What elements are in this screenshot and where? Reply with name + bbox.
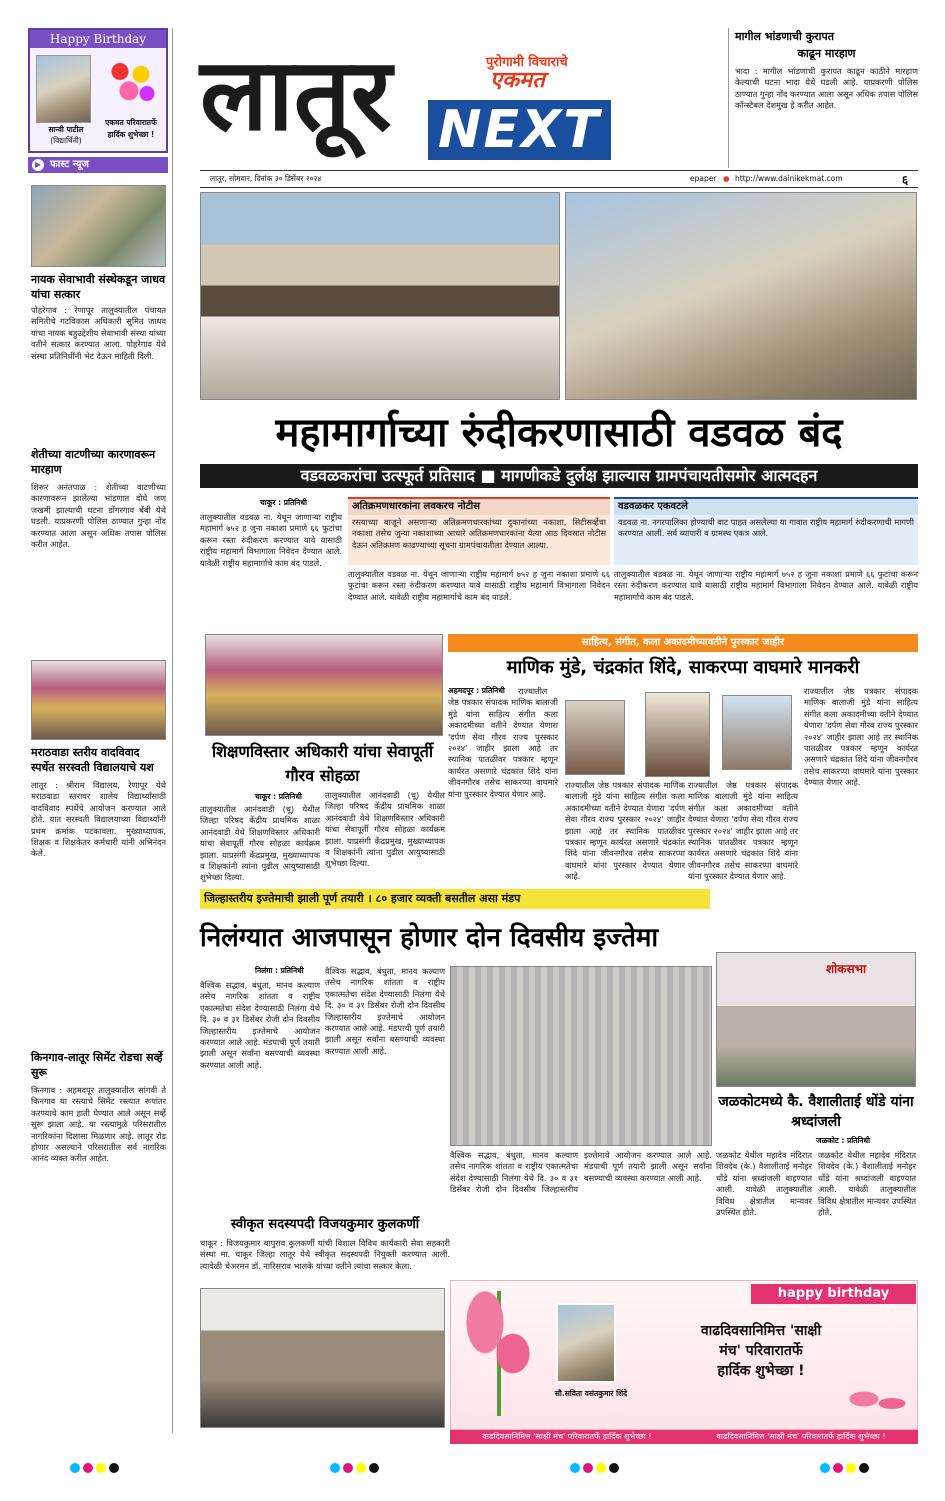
left-body-1: पोहरेगाव : रेणापूर तालुक्यातील पंचायत समितीचे गटविकास अधिकारी सुमित जाधव यांचा नायक बहुउद्देशीय सेवाभावी संस्था यांच्या वतीने सत्कार करण्यात आला. पोहरेगाव येथे संस्था प्रतिनिधींनी भेट देऊन माहिती दिली. [31, 305, 166, 361]
award-body-4: राज्यातील जेष्ठ पत्रकार संपादक माणिक बालाजी मुंडे यांना साहित्य संगीत कला अकादमीच्या वतीने देण्यात येणारा 'दर्पण सेवा गौरव राज्य पुरस्कार २०२४' जाहीर झाला आहे तर स्थानिक पातळीवर पत्रकार म्हणून कार्यरत असणारे चंद्रकांत शिंदे यांना जीवनगौरव तसेच साकरप्पा वाघमारे यांना पुरस्कार देण्यात येणार आहे. [804, 686, 918, 788]
registration-marks-mid [330, 1458, 382, 1477]
shikshan-body-1: तालुक्यातील आनंदवाडी (चू) येथील जिल्हा परिषद केंद्रीय प्राथमिक शाळा आनंदवाडी येथे शिक्षणविस्तार अधिकारी यांचा सेवापूर्ती गौरव सोहळा कार्यक्रम झाला. याप्रसंगी केंद्रप्रमुख, मुख्याध्यापक व शिक्षकांनी त्यांना पुढील आयुष्यासाठी शुभेच्छा दिल्या. [200, 804, 320, 883]
award-byline: अहमदपूर : प्रतिनिधी [448, 686, 505, 695]
birthday-name: सान्वी पाटील [48, 125, 84, 134]
news-photo-2 [31, 660, 166, 740]
main-body-cont: तालुक्यातील वडवळ ना. येथून जाणाऱ्या राष्ट्रीय महामार्ग ७५२ ह जुना नकाशा प्रमाणे ६६ फुटांचा करून रस्ता रुंदीकरण करण्यात यावे यासाठी राष्ट्रीय महामार्ग विभागाला निवेदन देण्यात आले. यावेळी राष्ट्रीय महामार्गाचे काम बंद पाडले. [348, 569, 610, 602]
fast-news-banner [28, 157, 168, 173]
page-number: ६ [892, 171, 918, 187]
award-headline: माणिक मुंडे, चंद्रकांत शिंदे, साकरप्पा वाघमारे मानकरी [506, 657, 860, 678]
ijtema-byline: निलंगा : प्रतिनिधी [255, 966, 304, 975]
award-photo-3 [722, 695, 792, 770]
dateline-bar [200, 170, 918, 188]
globe-icon: ● [723, 174, 730, 183]
ijtema-kicker: जिल्हास्तरीय इज्तेमाची झाली पूर्ण तयारी । ८० हजार व्यक्ती बसतील असा मंडप [200, 889, 710, 909]
top-right-body: भादा : मागील भांडणाची कुरापत काढून काठीने मारहाण केल्याची घटना भादा येथे घडली आहे. याप्रकरणी पोलिस ठाण्यात गुन्हा नोंद करण्यात आला असून अधिक तपास पोलिस कॉन्स्टेबल देशमुख हे करीत आहेत. [735, 66, 918, 111]
ad-title: happy birthday [751, 1284, 916, 1304]
ijtema-headline: निलंग्यात आजपासून होणार दोन दिवसीय इज्तेमा [200, 923, 659, 953]
ijtema-body-3: वैश्विक सद्भाव, बंधुता, मानव कल्याण तसेच नागरिक शांतता व राष्ट्रीय एकात्मतेचा संदेश देण्यासाठी निलंगा येथे दि. ३० व ३१ डिसेंबर रोजी दोन दिवसीय जिल्हास्तरीय इज्तेमाचे आयोजन करण्यात आले आहे. मंडपाची पूर्ण तयारी झाली असून सर्वांना बसण्याची व्यवस्था करण्यात आली आहे. [450, 1150, 712, 1195]
ad-portrait [556, 1303, 616, 1383]
box-united [614, 497, 918, 632]
shikshan-headline: शिक्षणविस्तार अधिकारी यांचा सेवापूर्ती गौरव सोहळा [211, 742, 434, 785]
registration-marks-mid2 [570, 1458, 622, 1477]
registration-marks-right [820, 1458, 872, 1477]
shikshan-photo [205, 634, 443, 736]
shraddha-body-1: जळकोट येथील महादेव मंदिरात शिवदेव (के.) वैशालीताई मनोहर धोंडे यांना श्रध्दांजली वाहण्यात आली. यावेळी तालुक्यातील विविध क्षेत्रातील मान्यवर उपस्थित होते. [716, 1150, 812, 1218]
birthday-role: (विद्यार्थिनी) [50, 136, 82, 145]
box1-title: अतिक्रमणधारकांना लवकरच नोटीस [348, 497, 610, 515]
shikshan-body-2: तालुक्यातील आनंदवाडी (चू) येथील जिल्हा परिषद केंद्रीय प्राथमिक शाळा आनंदवाडी येथे शिक्षणविस्तार अधिकारी यांचा सेवापूर्ती गौरव सोहळा कार्यक्रम झाला. याप्रसंगी केंद्रप्रमुख, मुख्याध्यापक व शिक्षकांनी त्यांना पुढील आयुष्यासाठी शुभेच्छा दिल्या. [325, 790, 445, 869]
shraddha-caption: शोकसभा [826, 962, 867, 976]
birthday-ad [450, 1280, 918, 1430]
top-right-headline-1: मागील भांडणाची कुरापत [735, 30, 835, 43]
shraddha-byline: जळकोट : प्रतिनिधी [816, 1136, 871, 1145]
birthday-photo [36, 55, 91, 123]
main-headline: महामार्गाच्या रुंदीकरणासाठी वडवळ बंद [275, 410, 843, 456]
left-body-2: शिरूर अनंतपाळ : शेतीच्या वाटणीच्या कारणावरून झालेल्या भांडणात दोघे जण जखमी झाल्याची घटना डोंगरगाव बेंबी येथे घडली. याप्रकरणी पोलिस ठाण्यात गुन्हा नोंद करण्यात आला असून अधिक तपास पोलिस करीत आहेत. [31, 482, 166, 550]
birthday-title: Happy Birthday [30, 30, 166, 48]
ad-line3: हार्दिक शुभेच्छा ! [717, 1363, 805, 1379]
left-headline-4: किनगाव-लातूर सिमेंट रोडचा सर्व्हे सुरू [31, 1051, 163, 1079]
top-right-box [728, 28, 918, 168]
ijtema-tent-photo [450, 966, 712, 1146]
main-photo-street [565, 192, 917, 400]
masthead-title: लातूर [200, 36, 392, 153]
kulkarni-photo [200, 1288, 445, 1428]
award-photo-1 [565, 700, 625, 775]
dateline: लातूर, सोमवार, दिनांक ३० डिसेंबर २०२४ [210, 174, 322, 183]
left-headline-2: शेतीच्या वाटणीच्या कारणावरून मारहाण [31, 448, 156, 476]
tulip-right [836, 1381, 916, 1426]
epaper-label: epaper [690, 174, 717, 183]
fast-news-title: फास्ट न्यूज [50, 159, 89, 170]
main-subhead: वडवळकरांचा उत्स्फूर्त प्रतिसाद ■ मागणीकडे दुर्लक्ष झाल्यास ग्रामपंचायतीसमोर आत्मदहन [200, 464, 918, 488]
box2-body-cont: तालुक्यातील वडवळ ना. येथून जाणाऱ्या राष्ट्रीय महामार्ग ७५२ ह जुना नकाशा प्रमाणे ६६ फुटांचा करून रस्ता रुंदीकरण करण्यात यावे यासाठी राष्ट्रीय महामार्ग विभागाला निवेदन देण्यात आले. यावेळी राष्ट्रीय महामार्गाचे काम बंद पाडले. [614, 569, 918, 602]
main-byline: चाकूर : प्रतिनिधी [260, 498, 307, 507]
website-url[interactable]: http://www.dainikekmat.com [735, 174, 843, 183]
kulkarni-headline: स्वीकृत सदस्यपदी विजयकुमार कुलकर्णी [230, 1217, 420, 1232]
left-headline-1: नायक सेवाभावी संस्थेकडून जाधव यांचा सत्कार [31, 273, 166, 301]
birthday-wish2: हार्दिक शुभेच्छा ! [107, 130, 155, 139]
masthead-tagline: पुरोगामी विचाराचे [486, 55, 568, 70]
box-notice [348, 497, 610, 632]
shraddha-headline: जळकोटमध्ये कै. वैशालीताई धोंडे यांना श्रध्दांजली [718, 1094, 914, 1130]
left-headline-3: मराठवाडा स्तरीय वादविवाद स्पर्धेत सरस्वती विद्यालयाचे यश [31, 746, 154, 774]
left-body-3: लातूर : श्रीराम विद्यालय, रेणापूर येथे मराठवाडा स्तरावर शालेय विद्यार्थ्यांसाठी वादविवाद स्पर्धेचे आयोजन करण्यात आले होते. यात सरस्वती विद्यालयाच्या विद्यार्थ्यांनी प्रथम क्रमांक पटकावला. मुख्याध्यापक, शिक्षक व शिक्षकेतर कर्मचारी यांनी अभिनंदन केले. [31, 780, 166, 859]
masthead-paper: एकमत [490, 68, 545, 93]
box2-title: वडवळकर एकवटले [614, 497, 918, 515]
fast-news-icon: ▶ [32, 159, 44, 171]
left-column-divider [172, 28, 173, 1433]
ad-line2: मंच' परिवारातर्फे [719, 1343, 803, 1359]
tulip-left [461, 1291, 541, 1416]
ad-line1: वाढदिवसानिमित्त 'साक्षी [700, 1323, 822, 1339]
box1-body: रस्त्याच्या बाजूने असणाऱ्या अतिक्रमणधारकांच्या दुकानांच्या नकाशा, सिटीसर्व्हेचा नकाशा तसेच जुन्या नकाशाच्या आधारे अतिक्रमणधारकांना येत्या आठ दिवसात नोटीस देऊन अतिक्रमण काढण्याच्या सूचना ग्रामपंचायतीला देण्यात आल्या. [348, 515, 610, 565]
flowers-image [102, 55, 162, 110]
award-body-3: राज्यातील जेष्ठ पत्रकार संपादक माणिक बालाजी मुंडे यांना साहित्य संगीत कला अकादमीच्या वतीने देण्यात येणारा 'दर्पण सेवा गौरव राज्य पुरस्कार २०२४' जाहीर झाला आहे तर स्थानिक पातळीवर पत्रकार म्हणून कार्यरत असणारे चंद्रकांत शिंदे यांना जीवनगौरव तसेच साकरप्पा वाघमारे यांना पुरस्कार देण्यात येणार आहे. [688, 780, 798, 882]
news-photo-1 [31, 185, 166, 267]
shraddha-photo [716, 952, 916, 1087]
award-body: राज्यातील जेष्ठ पत्रकार संपादक माणिक बालाजी मुंडे यांना साहित्य संगीत कला अकादमीच्या वतीने देण्यात येणारा 'दर्पण सेवा गौरव राज्य पुरस्कार २०२४' जाहीर झाला आहे तर स्थानिक पातळीवर पत्रकार म्हणून कार्यरत असणारे चंद्रकांत शिंदे यांना जीवनगौरव तसेच साकरप्पा वाघमारे यांना पुरस्कार देण्यात येणार आहे. [448, 686, 558, 799]
shraddha-body-2: जळकोट येथील महादेव मंदिरात शिवदेव (के.) वैशालीताई मनोहर धोंडे यांना श्रध्दांजली वाहण्यात आली. यावेळी तालुक्यातील विविध क्षेत्रातील मान्यवर उपस्थित होते. [818, 1150, 916, 1218]
main-body: तालुक्यातील वडवळ ना. येथून जाणाऱ्या राष्ट्रीय महामार्ग ७५२ ह जुना नकाशा प्रमाणे ६६ फुटांचा करून रस्ता रुंदीकरण करण्यात यावे यासाठी राष्ट्रीय महामार्ग विभागाला निवेदन देण्यात आले. यावेळी राष्ट्रीय महामार्गाचे काम बंद पाडले. [200, 512, 342, 568]
top-right-headline-2: काढून मारहाण [797, 47, 856, 60]
birthday-box [28, 28, 168, 153]
left-body-4: किनगाव : अहमदपूर तालुक्यातील सांगवी ते किनगाव या रस्त्याचे सिमेंट रस्त्यात रूपांतर करण्याचे काम हाती घेण्यात आले असून सर्व्हे सुरू झाला आहे. या रस्त्यामुळे परिसरातील नागरिकांना दिलासा मिळणार आहे. लातूर रोड होणार असल्याने परिसरातील सर्व नागरिक आनंद व्यक्त करीत आहेत. [31, 1085, 166, 1164]
birthday-wish1: एकमत परिवारातर्फे [105, 118, 157, 127]
ad-name: सौ.सविता वसंतकुमार शिंदे [554, 1389, 628, 1398]
masthead-brand: NEXT [428, 100, 611, 160]
box2-body: वडवळ ना. नगरपालिका होण्याची वाट पाहत असलेल्या या गावात राष्ट्रीय महामार्ग रुंदीकरणाची मागणी करण्यात आली. सर्व व्यापारी व ग्रामस्थ एकत्र आले. [614, 515, 918, 565]
award-body-2: राज्यातील जेष्ठ पत्रकार संपादक माणिक बालाजी मुंडे यांना साहित्य संगीत कला अकादमीच्या वतीने देण्यात येणारा 'दर्पण सेवा गौरव राज्य पुरस्कार २०२४' जाहीर झाला आहे तर स्थानिक पातळीवर पत्रकार म्हणून कार्यरत असणारे चंद्रकांत शिंदे यांना जीवनगौरव तसेच साकरप्पा वाघमारे यांना पुरस्कार देण्यात येणार आहे. [565, 780, 685, 882]
ijtema-body-2: वैश्विक सद्भाव, बंधुता, मानव कल्याण तसेच नागरिक शांतता व राष्ट्रीय एकात्मतेचा संदेश देण्यासाठी निलंगा येथे दि. ३० व ३१ डिसेंबर रोजी दोन दिवसीय जिल्हास्तरीय इज्तेमाचे आयोजन करण्यात आले आहे. मंडपाची पूर्ण तयारी झाली असून सर्वांना बसण्याची व्यवस्था करण्यात आली आहे. [325, 966, 445, 1056]
registration-marks-left [70, 1458, 122, 1477]
award-photo-2 [645, 692, 710, 777]
ad-footer-1: वाढदिवसानिमित्त 'साक्षी मंच' परिवारातर्फे हार्दिक शुभेच्छा ! [450, 1430, 684, 1444]
main-photo-crowd [200, 192, 560, 400]
ijtema-body-1: वैश्विक सद्भाव, बंधुता, मानव कल्याण तसेच नागरिक शांतता व राष्ट्रीय एकात्मतेचा संदेश देण्यासाठी निलंगा येथे दि. ३० व ३१ डिसेंबर रोजी दोन दिवसीय जिल्हास्तरीय इज्तेमाचे आयोजन करण्यात आले आहे. मंडपाची पूर्ण तयारी झाली असून सर्वांना बसण्याची व्यवस्था करण्यात आली आहे. [200, 980, 320, 1070]
shikshan-byline: चाकूर : प्रतिनिधी [255, 792, 302, 801]
award-kicker: साहित्य, संगीत, कला अकादमीच्यावतीने पुरस्कार जाहीर [448, 634, 918, 652]
kulkarni-body: चाकूर : विजयकुमार बापुराव कुलकर्णी यांची विशाल विविध कार्यकारी सेवा सहकारी संस्था मा. चाकूर जिल्हा लातूर येथे स्वीकृत सदस्यपदी नियुक्ती करण्यात आली. त्यावेळी चेअरमन डॉ. नारिसराव भालके यांच्या वतीने त्यांचा सत्कार केला. [200, 1238, 450, 1271]
ad-footer-2: वाढदिवसानिमित्त 'साक्षी मंच' परिवारातर्फे हार्दिक शुभेच्छा ! [684, 1430, 918, 1444]
